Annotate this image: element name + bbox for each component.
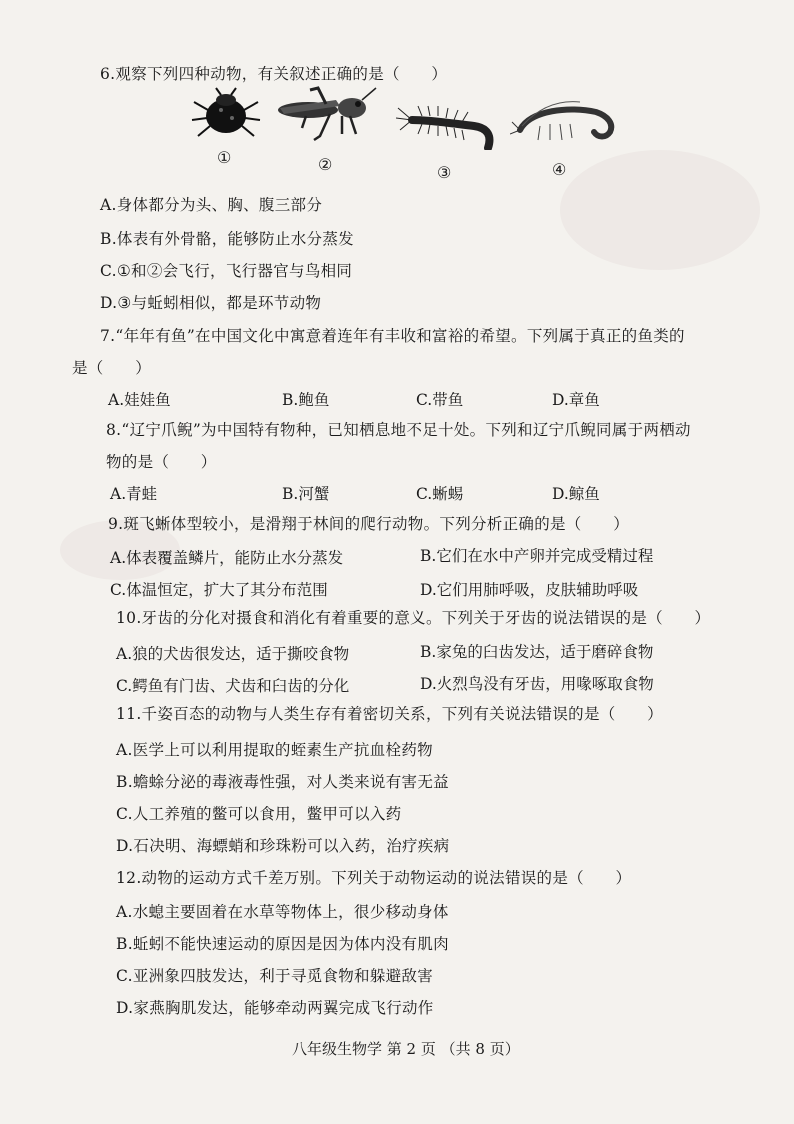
- q11-option-d: D.石决明、海螵蛸和珍珠粉可以入药，治疗疾病: [116, 837, 450, 855]
- q7-option-b: B.鲍鱼: [282, 391, 330, 409]
- q9-stem: 9.斑飞蜥体型较小，是滑翔于林间的爬行动物。下列分析正确的是（ ）: [108, 515, 629, 533]
- centipede-icon: [396, 96, 502, 150]
- q10-option-d: D.火烈鸟没有牙齿，用喙啄取食物: [420, 675, 654, 693]
- q11-option-b: B.蟾蜍分泌的毒液毒性强，对人类来说有害无益: [116, 773, 449, 791]
- q12-option-c: C.亚洲象四肢发达，利于寻觅食物和躲避敌害: [116, 967, 434, 985]
- q7-stem-line1: 7.“年年有鱼”在中国文化中寓意着连年有丰收和富裕的希望。下列属于真正的鱼类的: [100, 327, 685, 345]
- shrimp-icon: [510, 96, 618, 148]
- q7-option-c: C.带鱼: [416, 391, 464, 409]
- q9-option-b: B.它们在水中产卵并完成受精过程: [420, 547, 654, 565]
- ladybug-icon: [188, 86, 264, 142]
- q6-option-b: B.体表有外骨骼，能够防止水分蒸发: [100, 230, 354, 248]
- q12-option-a: A.水螅主要固着在水草等物体上，很少移动身体: [116, 903, 449, 921]
- q8-option-a: A.青蛙: [110, 485, 158, 503]
- q9-option-c: C.体温恒定，扩大了其分布范围: [110, 581, 328, 599]
- q6-option-d: D.③与蚯蚓相似，都是环节动物: [100, 294, 322, 312]
- q9-option-a: A.体表覆盖鳞片，能防止水分蒸发: [110, 549, 344, 567]
- animal-label-4: ④: [552, 160, 567, 179]
- q8-stem-line1: 8.“辽宁爪鲵”为中国特有物种，已知栖息地不足十处。下列和辽宁爪鲵同属于两栖动: [106, 421, 691, 439]
- q8-option-c: C.蜥蜴: [416, 485, 464, 503]
- grasshopper-icon: [270, 84, 380, 144]
- q10-stem: 10.牙齿的分化对摄食和消化有着重要的意义。下列关于牙齿的说法错误的是（ ）: [116, 609, 711, 627]
- paper-smudge: [560, 150, 760, 270]
- q9-option-d: D.它们用肺呼吸，皮肤辅助呼吸: [420, 581, 639, 599]
- animal-label-1: ①: [217, 148, 232, 167]
- q12-option-d: D.家燕胸肌发达，能够牵动两翼完成飞行动作: [116, 999, 434, 1017]
- animal-label-2: ②: [318, 155, 333, 174]
- q8-option-d: D.鲸鱼: [552, 485, 600, 503]
- q6-option-c: C.①和②会飞行，飞行器官与鸟相同: [100, 262, 353, 280]
- q6-stem: 6.观察下列四种动物，有关叙述正确的是（ ）: [100, 65, 448, 83]
- page-footer: 八年级生物学 第 2 页 （共 8 页）: [292, 1040, 520, 1058]
- q7-stem-line2: 是（ ）: [72, 359, 152, 377]
- q7-option-a: A.娃娃鱼: [108, 391, 171, 409]
- q6-option-a: A.身体都分为头、胸、腹三部分: [100, 196, 323, 214]
- q8-option-b: B.河蟹: [282, 485, 330, 503]
- q10-option-b: B.家兔的臼齿发达，适于磨碎食物: [420, 643, 654, 661]
- q11-option-a: A.医学上可以利用提取的蛭素生产抗血栓药物: [116, 741, 433, 759]
- q10-option-c: C.鳄鱼有门齿、犬齿和臼齿的分化: [116, 677, 350, 695]
- q11-option-c: C.人工养殖的鳖可以食用，鳖甲可以入药: [116, 805, 402, 823]
- q10-option-a: A.狼的犬齿很发达，适于撕咬食物: [116, 645, 350, 663]
- q12-stem: 12.动物的运动方式千差万别。下列关于动物运动的说法错误的是（ ）: [116, 869, 632, 887]
- animal-label-3: ③: [437, 163, 452, 182]
- q12-option-b: B.蚯蚓不能快速运动的原因是因为体内没有肌肉: [116, 935, 449, 953]
- q8-stem-line2: 物的是（ ）: [106, 453, 217, 471]
- q11-stem: 11.千姿百态的动物与人类生存有着密切关系，下列有关说法错误的是（ ）: [116, 705, 663, 723]
- q7-option-d: D.章鱼: [552, 391, 600, 409]
